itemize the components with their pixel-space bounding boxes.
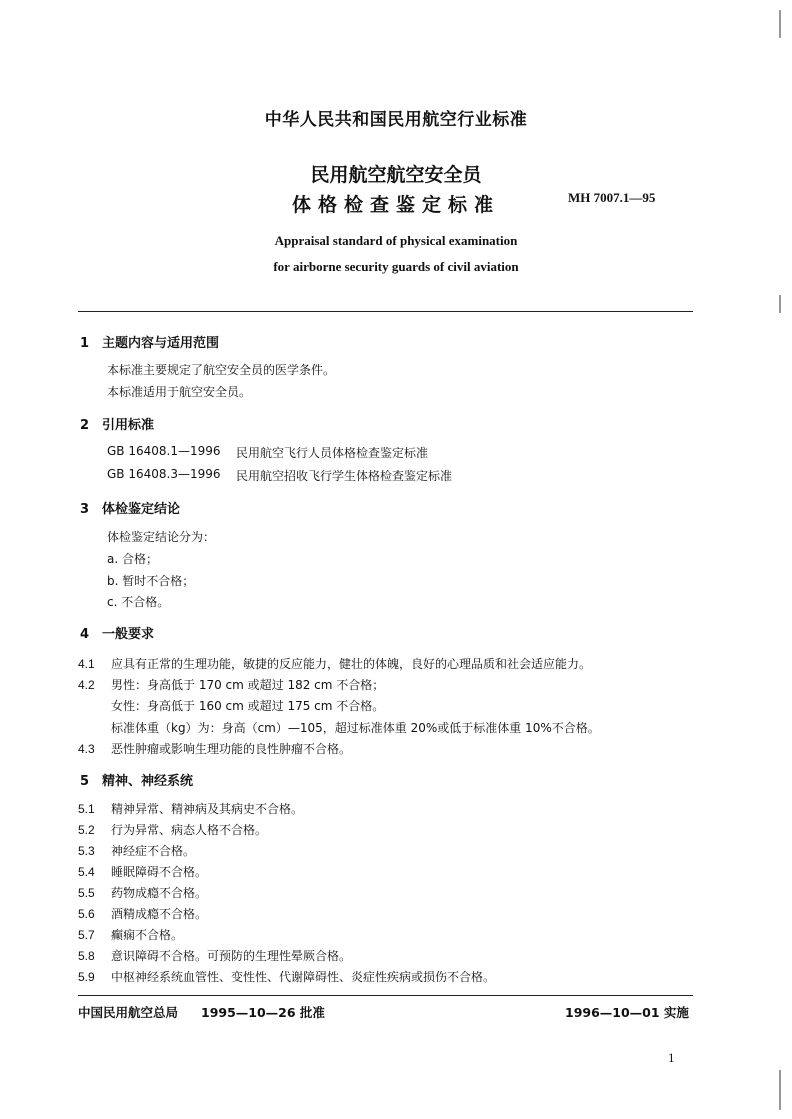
clause xyxy=(78,947,351,964)
clause-text: 睡眠障碍不合格。 xyxy=(111,865,208,879)
clause-text: 精神异常、精神病及其病史不合格。 xyxy=(111,802,304,816)
clause xyxy=(78,655,591,672)
reference-code: GB 16408.3—1996 xyxy=(107,467,221,481)
section-3-heading xyxy=(80,498,180,517)
paragraph: 体检鉴定结论分为： xyxy=(107,530,216,544)
scan-edge-mark xyxy=(779,295,781,313)
section-number: 2 xyxy=(80,418,90,433)
clause xyxy=(78,676,384,693)
reference-name: 民用航空飞行人员体格检查鉴定标准 xyxy=(236,446,429,460)
clause xyxy=(78,842,195,859)
clause xyxy=(78,863,207,880)
approval-date: 1995—10—26 批准 xyxy=(201,1005,325,1020)
paragraph: 本标准适用于航空安全员。 xyxy=(107,385,252,399)
clause-text: 女性：身高低于 160 cm 或超过 175 cm 不合格。 xyxy=(111,699,385,713)
standard-code: MH 7007.1—95 xyxy=(568,190,656,205)
section-title: 体检鉴定结论 xyxy=(102,502,181,517)
clause xyxy=(78,821,267,838)
section-title: 主题内容与适用范围 xyxy=(102,336,220,351)
clause-number: 5.9 xyxy=(78,970,95,984)
section-5-heading xyxy=(80,770,193,789)
section-title: 引用标准 xyxy=(102,418,155,433)
clause-text: 神经症不合格。 xyxy=(111,844,196,858)
list-item: b. 暂时不合格； xyxy=(107,574,195,588)
clause-number: 4.1 xyxy=(78,657,95,671)
footer-divider xyxy=(78,995,693,996)
clause-number: 5.3 xyxy=(78,844,95,858)
scan-edge-mark xyxy=(779,1070,781,1110)
clause-text: 意识障碍不合格。可预防的生理性晕厥合格。 xyxy=(111,949,352,963)
section-title: 一般要求 xyxy=(102,627,155,642)
clause xyxy=(78,697,384,714)
section-1-heading xyxy=(80,332,219,351)
english-title-line-2: for airborne security guards of civil aviation xyxy=(273,259,519,274)
clause-text: 恶性肿瘤或影响生理功能的良性肿瘤不合格。 xyxy=(111,742,352,756)
clause xyxy=(78,884,207,901)
reference-code: GB 16408.1—1996 xyxy=(107,444,221,458)
scan-edge-mark xyxy=(779,10,781,38)
title-line-2: 体格检查鉴定标准 xyxy=(291,194,500,216)
clause-number: 5.5 xyxy=(78,886,95,900)
header-divider xyxy=(78,311,693,312)
clause-number: 5.1 xyxy=(78,802,95,816)
clause xyxy=(78,926,183,943)
clause xyxy=(78,800,303,817)
section-number: 4 xyxy=(80,627,90,642)
title-line-1: 民用航空航空安全员 xyxy=(310,164,482,186)
clause-number: 4.2 xyxy=(78,678,95,692)
clause xyxy=(78,905,207,922)
section-4-heading xyxy=(80,623,154,642)
section-number: 3 xyxy=(80,502,90,517)
effective-date: 1996—10—01 实施 xyxy=(565,1005,689,1020)
paragraph: 本标准主要规定了航空安全员的医学条件。 xyxy=(107,363,336,377)
clause xyxy=(78,968,495,985)
section-number: 5 xyxy=(80,774,90,789)
clause xyxy=(78,740,351,757)
section-title: 精神、神经系统 xyxy=(102,774,194,789)
clause-text: 癫痫不合格。 xyxy=(111,928,184,942)
clause-text: 药物成瘾不合格。 xyxy=(111,886,208,900)
section-2-heading xyxy=(80,414,154,433)
clause-number: 5.6 xyxy=(78,907,95,921)
approving-authority: 中国民用航空总局 xyxy=(78,1005,179,1020)
clause-text: 应具有正常的生理功能，敏捷的反应能力，健壮的体魄，良好的心理品质和社会适应能力。 xyxy=(111,657,592,671)
clause-text: 行为异常、病态人格不合格。 xyxy=(111,823,268,837)
clause-text: 男性：身高低于 170 cm 或超过 182 cm 不合格； xyxy=(111,678,385,692)
reference-name: 民用航空招收飞行学生体格检查鉴定标准 xyxy=(236,469,453,483)
list-item: a. 合格； xyxy=(107,552,158,566)
issuing-standard-category: 中华人民共和国民用航空行业标准 xyxy=(264,110,528,130)
list-item: c. 不合格。 xyxy=(107,595,170,609)
clause-text: 标准体重（kg）为：身高（cm）—105，超过标准体重 20%或低于标准体重 10%不合格。 xyxy=(111,721,600,735)
clause-number: 5.4 xyxy=(78,865,95,879)
clause-number: 5.7 xyxy=(78,928,95,942)
clause xyxy=(78,719,600,736)
clause-text: 中枢神经系统血管性、变性性、代谢障碍性、炎症性疾病或损伤不合格。 xyxy=(111,970,496,984)
page-number: 1 xyxy=(668,1050,675,1065)
clause-number: 5.2 xyxy=(78,823,95,837)
clause-number: 5.8 xyxy=(78,949,95,963)
section-number: 1 xyxy=(80,336,90,351)
english-title-line-1: Appraisal standard of physical examination xyxy=(274,233,518,248)
clause-text: 酒精成瘾不合格。 xyxy=(111,907,208,921)
clause-number: 4.3 xyxy=(78,742,95,756)
